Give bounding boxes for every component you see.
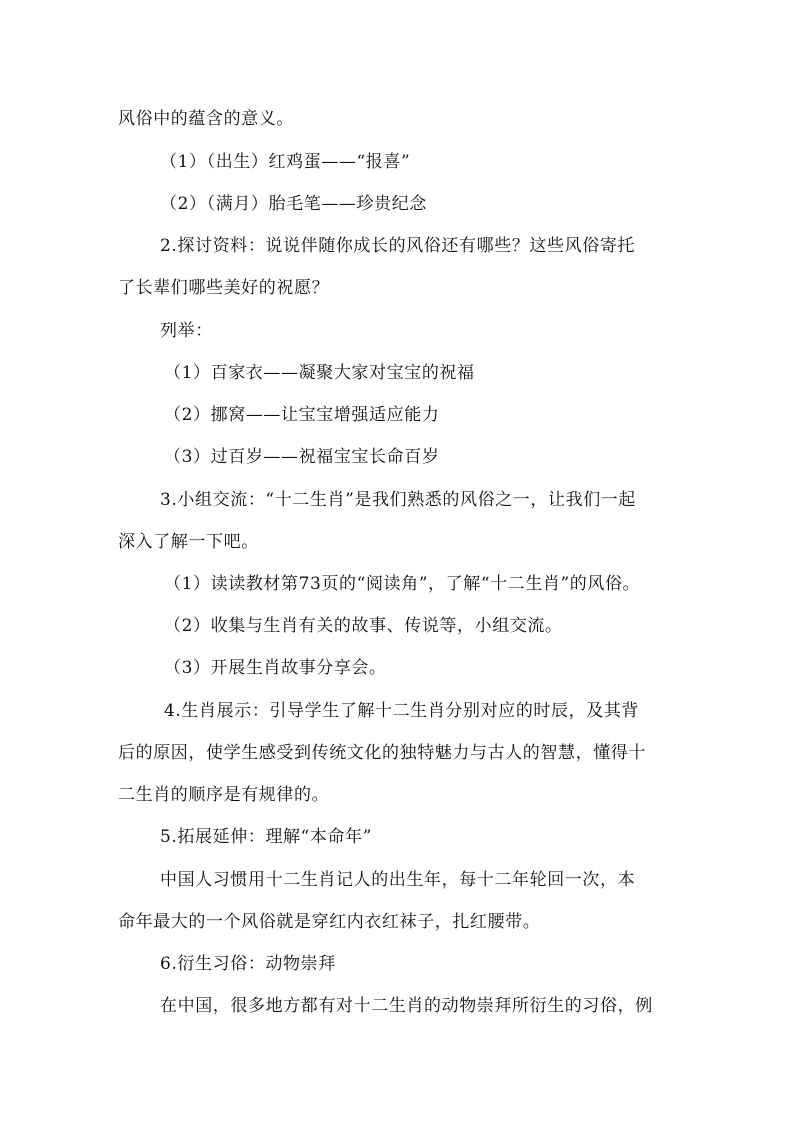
section-4-heading: 4.生肖展示：引导学生了解十二生肖分别对应的时辰，及其背 — [164, 701, 640, 721]
list-item-reading-corner: （1）读读教材第73页的“阅读角”，了解“十二生肖”的风俗。 — [164, 574, 641, 594]
section-6-paragraph: 在中国，很多地方都有对十二生肖的动物崇拜所衍生的习俗，例 — [160, 996, 653, 1016]
section-4-continuation-2: 二生肖的顺序是有规律的。 — [118, 785, 330, 805]
section-5-paragraph-continuation: 命年最大的一个风俗就是穿红内衣红袜子，扎红腰带。 — [118, 912, 541, 932]
section-2-continuation: 了长辈们哪些美好的祝愿？ — [118, 278, 330, 298]
section-5-heading: 5.拓展延伸：理解“本命年” — [160, 827, 373, 847]
section-5-paragraph: 中国人习惯用十二生肖记人的出生年，每十二年轮回一次，本 — [160, 870, 636, 890]
list-item-collect-stories: （2）收集与生肖有关的故事、传说等，小组交流。 — [164, 616, 563, 636]
list-item-baisui: （3）过百岁——祝福宝宝长命百岁 — [164, 447, 440, 467]
section-6-heading: 6.衍生习俗：动物崇拜 — [160, 954, 336, 974]
text-line-continuation: 风俗中的蕴含的意义。 — [118, 109, 294, 129]
list-item-story-sharing: （3）开展生肖故事分享会。 — [164, 658, 387, 678]
list-label: 列举： — [160, 321, 213, 341]
list-item-birth-red-egg: （1）（出生）红鸡蛋——“报喜” — [160, 152, 411, 172]
list-item-full-month-brush: （2）（满月）胎毛笔——珍贵纪念 — [160, 194, 427, 214]
section-3-heading: 3.小组交流：“十二生肖”是我们熟悉的风俗之一，让我们一起 — [160, 490, 637, 510]
section-2-heading: 2.探讨资料：说说伴随你成长的风俗还有哪些？这些风俗寄托 — [160, 236, 636, 256]
section-3-continuation: 深入了解一下吧。 — [118, 532, 259, 552]
section-4-continuation-1: 后的原因，使学生感受到传统文化的独特魅力与古人的智慧，懂得十 — [118, 743, 646, 763]
list-item-baijiayi: （1）百家衣——凝聚大家对宝宝的祝福 — [164, 363, 475, 383]
list-item-nuowo: （2）挪窝——让宝宝增强适应能力 — [164, 405, 440, 425]
